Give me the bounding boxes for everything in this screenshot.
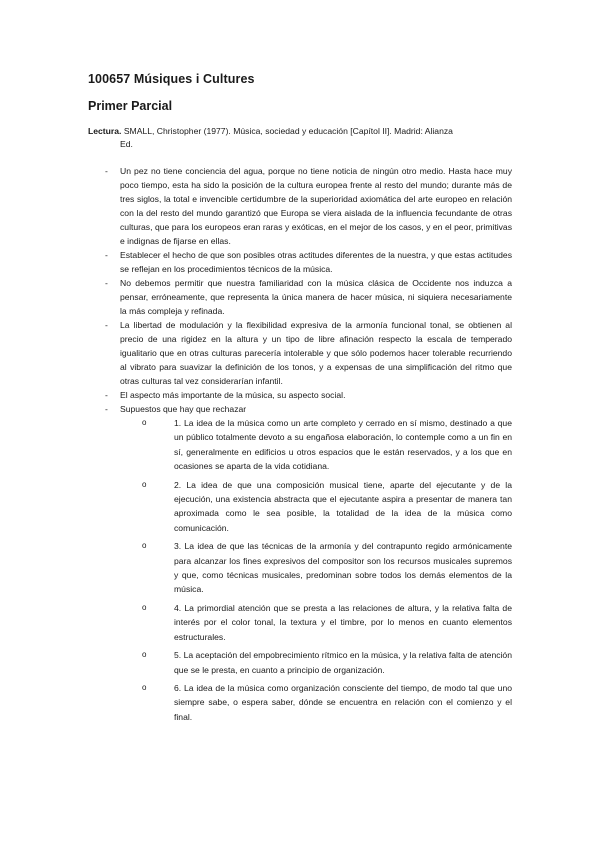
bullet-dash: - bbox=[105, 320, 108, 330]
bullet-circle: o bbox=[142, 541, 147, 551]
bullet-dash: - bbox=[105, 250, 108, 260]
bullet-circle: o bbox=[142, 418, 147, 427]
list-item-text: Establecer el hecho de que son posibles otras actitudes diferentes de la nuestra, y que estas actitudes se reflejan en los procedimientos técnicos de la música. bbox=[120, 250, 512, 274]
list-item-text: La libertad de modulación y la flexibilidad expresiva de la armonía funcional tonal, se obtienen al precio de una rigidez en la altura y un tipo de libre afinación respecto la escala de temperado igualitario que en otras culturas parecería intolerable y que sólo podemos hacer tolerable recurriendo al vibrato para suavizar la definición de los tonos, y a expensas de una simplificación del ritmo que otras culturas tal vez considerarían infantil. bbox=[120, 320, 512, 386]
list-item bbox=[88, 388, 512, 402]
sub-list-item bbox=[120, 648, 512, 677]
bullet-circle: o bbox=[142, 682, 147, 692]
bullet-dash: - bbox=[105, 404, 108, 414]
sub-list-item bbox=[120, 601, 512, 644]
sub-list-item-text: 2. La idea de que una composición musical tiene, aparte del ejecutante y de la ejecución, una existencia abstracta que el ejecutante aspira a presentar de manera tan aproximada como le sea posible, la totalidad de la idea de la música como comunicación. bbox=[174, 479, 512, 533]
bullet-circle: o bbox=[142, 650, 147, 660]
list-item-text: El aspecto más importante de la música, su aspecto social. bbox=[120, 390, 346, 400]
notes-list bbox=[88, 164, 512, 728]
sub-list-item-text: 1. La idea de la música como un arte completo y cerrado en sí mismo, destinado a que un público totalmente devoto a su engañosa elaboración, lo contemple como a un fin en sí, generalmente en edificios u otros espacios que le están reservados, y a los que en ocasiones se aparta de la vida cotidiana. bbox=[174, 418, 512, 472]
bullet-circle: o bbox=[142, 479, 147, 489]
bullet-circle: o bbox=[142, 602, 147, 612]
list-item bbox=[88, 248, 512, 276]
sub-list-item-text: 5. La aceptación del empobrecimiento rítmico en la música, y la relativa falta de atención que se le presta, en cuanto a principio de organización. bbox=[174, 650, 512, 675]
list-item-text: No debemos permitir que nuestra familiaridad con la música clásica de Occidente nos induzca a pensar, erróneamente, que representa la única manera de hacer música, ni siquiera necesariamente la más compleja y refinada. bbox=[120, 278, 512, 316]
sub-list-item-text: 3. La idea de que las técnicas de la armonía y del contrapunto regido armónicamente para alcanzar los fines expresivos del compositor son los recursos musicales supremos y que, como técnicas musicales, predominan sobre todos los demás elementos de la música. bbox=[174, 541, 512, 595]
list-item-text: Un pez no tiene conciencia del agua, porque no tiene noticia de ningún otro medio. Hasta hace muy poco tiempo, esta ha sido la posición de la cultura europea frente al resto del mundo; durante más de tres siglos, la total e invencible certidumbre de la superioridad axiomática del arte europeo en relación con la del resto del mundo garantizó que Europa se viera aislada de la influencia fecundante de otras culturas, que para los europeos eran raras y exóticas, en el mejor de los casos, y en el peor, primitivas e indignas de fijarse en ellas. bbox=[120, 166, 512, 246]
assumptions-sublist bbox=[120, 416, 512, 724]
list-item bbox=[88, 318, 512, 388]
reading-reference bbox=[88, 125, 512, 151]
sub-list-item-text: 4. La primordial atención que se presta a las relaciones de altura, y la relativa falta de interés por el color tonal, la textura y el timbre, por lo menos en cuanto elementos estructurales. bbox=[174, 602, 512, 642]
reading-citation-cont: Ed. bbox=[120, 139, 133, 149]
bullet-dash: - bbox=[105, 390, 108, 400]
list-item-text: Supuestos que hay que rechazar bbox=[120, 404, 247, 414]
sub-list-item bbox=[120, 478, 512, 536]
bullet-dash: - bbox=[105, 166, 108, 176]
sub-list-item bbox=[120, 681, 512, 724]
page-title: 100657 Músiques i Cultures bbox=[88, 72, 255, 86]
reading-citation: SMALL, Christopher (1977). Música, sociedad y educación [Capítol II]. Madrid: Alianza bbox=[123, 126, 453, 136]
list-item bbox=[88, 164, 512, 248]
sub-list-item bbox=[120, 539, 512, 597]
sub-list-item bbox=[120, 416, 512, 474]
list-item bbox=[88, 276, 512, 318]
reading-label: Lectura. bbox=[88, 126, 122, 136]
list-item bbox=[88, 402, 512, 724]
section-heading: Primer Parcial bbox=[88, 99, 173, 113]
sub-list-item-text: 6. La idea de la música como organización consciente del tiempo, de modo tal que uno siempre sabe, o espera saber, dónde se encuentra en relación con el comienzo y el final. bbox=[174, 682, 512, 722]
bullet-dash: - bbox=[105, 278, 108, 288]
